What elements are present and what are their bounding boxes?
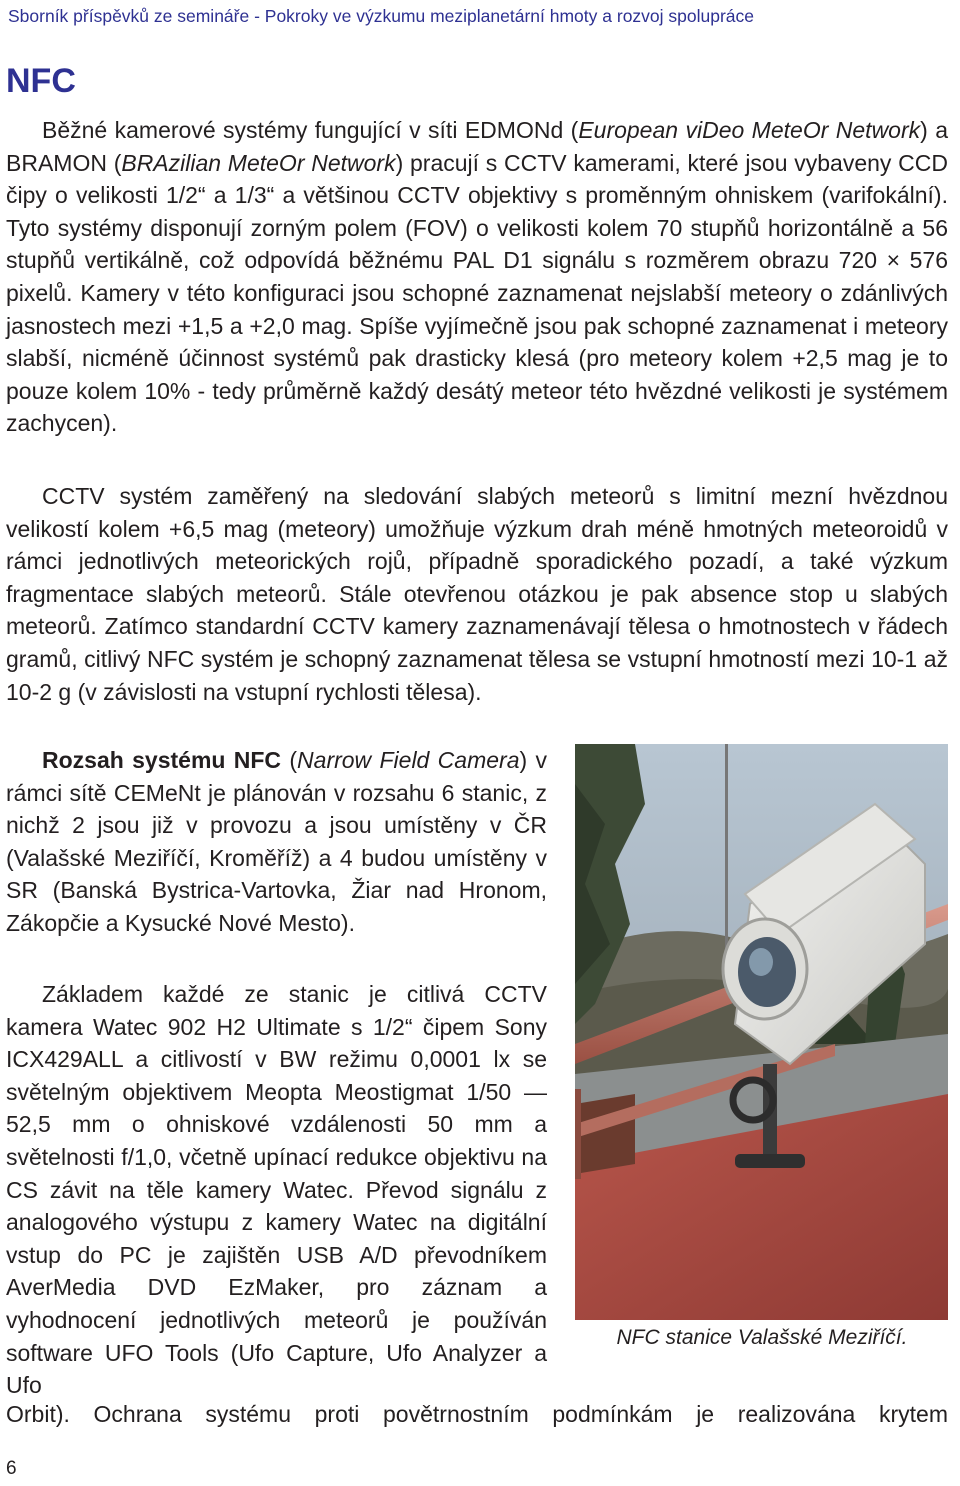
section-title: NFC [6,62,76,100]
p3-text-1: ( [281,747,298,773]
nfc-station-photo-illustration [575,744,948,1320]
p1-italic-edmond: European viDeo MeteOr Network [578,117,921,143]
nfc-station-photo [575,744,948,1320]
running-header: Sborník příspěvků ze semináře - Pokroky ve výzkumu meziplanetární hmoty a rozvoj spolupráce [8,6,755,26]
p3-text-2: ) v rámci sítě CEMeNt je plánován v rozsahu 6 stanic, z nichž 2 jsou již v provozu a jsou umístěny v ČR (Valašské Meziříčí, Kroměříž) a 4 budou umístěny v SR (Banská Bystrica-Vartovka, Žiar nad Hronom, Zákopčie a Kysucké Nové Mesto). [6,747,547,936]
p1-text-3: ) pracují s CCTV kamerami, které jsou vybaveny CCD čipy o velikosti 1/2“ a 1/3“ a většinou CCTV objektivy s proměnným ohniskem (varifokální). Tyto systémy disponují zorným polem (FOV) o velikosti kolem 70 stupňů horizontálně a 56 stupňů vertikálně, což odpovídá běžnému PAL D1 signálu s rozměrem obrazu 720 × 576 pixelů. Kamery v této konfiguraci jsou schopné zaznamenat nejslabší meteory o zdánlivých jasnostech mezi +1,5 a +2,0 mag. Spíše vyjímečně jsou pak schopné zaznamenat i meteory slabší, nicméně účinnost systémů pak drasticky klesá (pro meteory kolem +2,5 mag je to pouze kolem 10% - tedy průměrně každý desátý meteor této hvězdné velikosti je systémem zachycen). [6,149,948,437]
p3-bold-lead: Rozsah systému NFC [42,747,282,773]
paragraph-4-continuation: Orbit). Ochrana systému proti povětrnostním podmínkám je realizována krytem [6,1401,948,1427]
figure-caption: NFC stanice Valašské Meziříčí. [616,1326,908,1349]
paragraph-4: Základem každé ze stanic je citlivá CCTV kamera Watec 902 H2 Ultimate s 1/2“ čipem Sony ICX429ALL a citlivostí v BW režimu 0,0001 lx se světelným objektivem Meopta Meostigmat 1/50 — 52,5 mm o ohniskové vzdálenosti 50 mm a světelnosti f/1,0, včetně upínací redukce objektivu na CS závit na těle kamery Watec. Převod signálu z analogového výstupu z kamery Watec na digitální vstup do PC je zajištěn USB A/D převodníkem AverMedia DVD EzMaker, pro záznam a vyhodnocení jednotlivých meteorů je používán software UFO Tools (Ufo Capture, Ufo Analyzer a Ufo [6,981,547,1399]
paragraph-1 [6,114,948,440]
p1-text-2: ) a BRAMON ( [6,117,949,176]
paragraph-3 [6,744,547,940]
p3-italic: Narrow Field Camera [297,747,520,773]
page-number: 6 [6,1458,17,1479]
p1-text-1: Běžné kamerové systémy fungující v síti EDMONd ( [42,117,579,143]
paragraph-2: CCTV systém zaměřený na sledování slabých meteorů s limitní mezní hvězdnou velikostí kolem +6,5 mag (meteory) umožňuje výzkum drah méně hmotných meteoroidů v rámci jednotlivých meteorických rojů, případně sporadického pozadí, a také výzkum fragmentace slabých meteorů. Stále otevřenou otázkou je pak absence stop u slabých meteorů. Zatímco standardní CCTV kamery zaznamenávají tělesa o hmotnostech v řádech gramů, citlivý NFC systém je schopný zaznamenat tělesa se vstupní hmotností mezi 10-1 až 10-2 g (v závislosti na vstupní rychlosti tělesa). [6,483,948,705]
p1-italic-bramon: BRAzilian MeteOr Network [121,149,396,176]
